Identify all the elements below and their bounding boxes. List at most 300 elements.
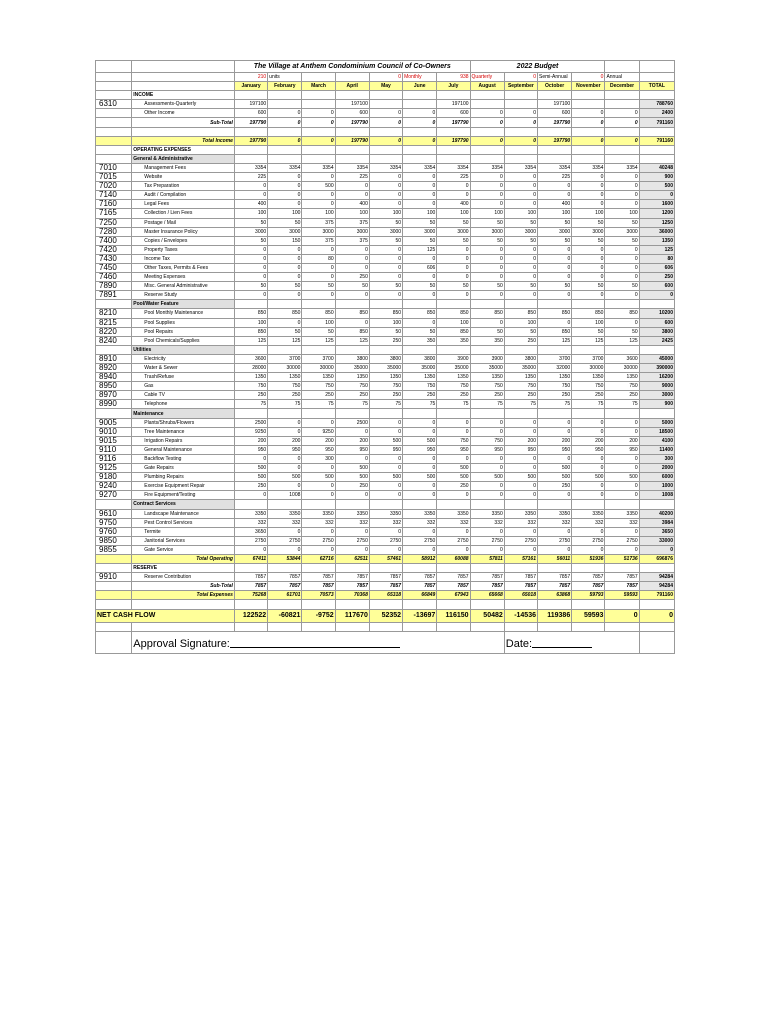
month-header-november: November (572, 82, 605, 91)
line-item-label: Legal Fees (132, 200, 235, 209)
summary-value: 56011 (537, 554, 571, 563)
summary-total: 94284 (639, 582, 674, 591)
empty-cell (403, 409, 437, 418)
month-value: 50 (572, 282, 605, 291)
section-header (96, 409, 675, 418)
line-item-label: Assessments-Quarterly (132, 100, 235, 109)
summary-value: 0 (369, 136, 402, 145)
month-value: 200 (605, 436, 639, 445)
month-value: 250 (537, 482, 571, 491)
section-header (96, 154, 675, 163)
row-total: 6000 (639, 473, 674, 482)
month-value: 0 (605, 200, 639, 209)
approval-signature-field[interactable] (132, 631, 505, 653)
line-item-row (96, 263, 675, 272)
month-value: 0 (403, 109, 437, 118)
empty-cell (369, 91, 402, 100)
month-value: 0 (504, 273, 537, 282)
line-item-label: Tax Preparation (132, 182, 235, 191)
month-value: 197100 (437, 100, 470, 109)
empty-cell (369, 500, 402, 509)
empty-cell (605, 500, 639, 509)
line-item-row (96, 482, 675, 491)
row-total: 500 (639, 182, 674, 191)
month-header-april: April (335, 82, 369, 91)
month-value: 0 (504, 464, 537, 473)
month-value: 250 (335, 482, 369, 491)
account-code: 9110 (96, 445, 132, 454)
empty-cell (335, 409, 369, 418)
month-value: 9250 (302, 427, 335, 436)
summary-value: 70368 (335, 591, 369, 600)
empty-cell (470, 345, 504, 354)
account-code: 9910 (96, 573, 132, 582)
month-value: 850 (335, 327, 369, 336)
account-code: 7420 (96, 245, 132, 254)
month-value (605, 100, 639, 109)
month-value: 3000 (437, 227, 470, 236)
month-value: 7857 (572, 573, 605, 582)
month-value: 0 (234, 263, 267, 272)
account-code: 7010 (96, 163, 132, 172)
month-value: 0 (268, 245, 302, 254)
row-total: 36000 (639, 227, 674, 236)
empty-cell (403, 91, 437, 100)
month-value: 0 (605, 173, 639, 182)
month-value: 0 (605, 427, 639, 436)
account-code: 8990 (96, 400, 132, 409)
summary-value: 0 (268, 136, 302, 145)
month-value: 2750 (302, 536, 335, 545)
line-item-row (96, 527, 675, 536)
month-value: 75 (504, 400, 537, 409)
month-value: 0 (572, 464, 605, 473)
month-header-may: May (369, 82, 402, 91)
month-value: 0 (572, 454, 605, 463)
line-item-label: Other Taxes, Permits & Fees (132, 263, 235, 272)
month-value: 0 (572, 273, 605, 282)
month-value: 250 (369, 336, 402, 345)
month-value: 125 (268, 336, 302, 345)
summary-value: 7857 (537, 582, 571, 591)
month-value: 0 (504, 173, 537, 182)
account-code: 8910 (96, 354, 132, 363)
date-field[interactable] (504, 631, 639, 653)
section-header (96, 345, 675, 354)
net-value: -14536 (504, 609, 537, 622)
month-value: 50 (369, 236, 402, 245)
month-value: 125 (572, 336, 605, 345)
month-value: 35000 (335, 364, 369, 373)
account-code: 7165 (96, 209, 132, 218)
month-value: 200 (234, 436, 267, 445)
month-value: 1350 (403, 373, 437, 382)
month-value: 0 (605, 491, 639, 500)
month-value: 0 (369, 491, 402, 500)
month-value: 600 (335, 109, 369, 118)
month-value: 500 (572, 473, 605, 482)
empty-cell (639, 500, 674, 509)
empty-cell (132, 622, 235, 631)
section-label: OPERATING EXPENSES (132, 145, 235, 154)
month-value: 0 (470, 273, 504, 282)
month-value: 30000 (268, 364, 302, 373)
summary-total: 791160 (639, 118, 674, 127)
empty-cell (639, 91, 674, 100)
net-cash-flow-row (96, 609, 675, 622)
month-value: 950 (403, 445, 437, 454)
month-value: 950 (605, 445, 639, 454)
month-value: 0 (504, 545, 537, 554)
month-value: 7857 (470, 573, 504, 582)
month-value: 200 (537, 436, 571, 445)
line-item-row (96, 209, 675, 218)
month-header-september: September (504, 82, 537, 91)
month-value: 0 (605, 482, 639, 491)
row-total: 3000 (639, 391, 674, 400)
month-value: 0 (605, 109, 639, 118)
empty-cell (268, 622, 302, 631)
month-value: 0 (268, 318, 302, 327)
month-value: 30000 (572, 364, 605, 373)
month-value: 0 (572, 263, 605, 272)
month-value: 7857 (302, 573, 335, 582)
month-value (403, 100, 437, 109)
empty-cell (437, 91, 470, 100)
empty-cell (403, 345, 437, 354)
month-value: 0 (369, 200, 402, 209)
approval-signature-label: Approval Signature: (133, 637, 230, 650)
month-value: 332 (605, 518, 639, 527)
empty-cell (504, 300, 537, 309)
net-value: 116150 (437, 609, 470, 622)
month-value: 2750 (504, 536, 537, 545)
month-value: 500 (537, 464, 571, 473)
line-item-label: Irrigation Repairs (132, 436, 235, 445)
month-value: 0 (470, 263, 504, 272)
net-value: -60821 (268, 609, 302, 622)
account-code: 9015 (96, 436, 132, 445)
month-value: 50 (504, 236, 537, 245)
month-value: 0 (403, 464, 437, 473)
month-value: 850 (470, 309, 504, 318)
month-value: 0 (537, 245, 571, 254)
month-value: 50 (234, 282, 267, 291)
line-item-label: Gate Service (132, 545, 235, 554)
summary-value: 0 (605, 118, 639, 127)
month-value: 75 (605, 400, 639, 409)
month-value: 0 (504, 527, 537, 536)
month-value: 3354 (504, 163, 537, 172)
account-code: 7140 (96, 191, 132, 200)
summary-value: 62511 (335, 554, 369, 563)
units-count: 210 (234, 73, 267, 82)
empty-cell (234, 564, 267, 573)
month-value: 0 (470, 318, 504, 327)
account-code: 8950 (96, 382, 132, 391)
blank-row (96, 127, 675, 136)
month-value: 0 (403, 482, 437, 491)
month-value: 3800 (369, 354, 402, 363)
summary-value: 63868 (537, 591, 571, 600)
month-value: 7857 (504, 573, 537, 582)
month-value: 1350 (605, 373, 639, 382)
account-code: 9270 (96, 491, 132, 500)
month-value: 0 (335, 182, 369, 191)
month-value: 50 (504, 327, 537, 336)
empty-cell (403, 500, 437, 509)
month-value: 50 (234, 218, 267, 227)
month-value: 1008 (268, 491, 302, 500)
month-value: 100 (369, 209, 402, 218)
month-value: 1350 (504, 373, 537, 382)
line-item-label: Termite (132, 527, 235, 536)
empty-cell (605, 91, 639, 100)
month-value: 50 (572, 218, 605, 227)
month-value (268, 100, 302, 109)
month-value: 0 (369, 427, 402, 436)
month-value: 0 (437, 245, 470, 254)
account-code: 9240 (96, 482, 132, 491)
month-value: 0 (605, 464, 639, 473)
line-item-label: Gas (132, 382, 235, 391)
summary-value: 75268 (234, 591, 267, 600)
month-value: 80 (302, 254, 335, 263)
empty-cell (639, 300, 674, 309)
empty-cell (268, 145, 302, 154)
month-value: 3350 (437, 509, 470, 518)
summary-value: 0 (302, 136, 335, 145)
month-value: 600 (537, 109, 571, 118)
summary-value: 65668 (470, 591, 504, 600)
row-total: 1200 (639, 209, 674, 218)
line-item-row (96, 391, 675, 400)
month-value: 0 (572, 491, 605, 500)
month-value: 35000 (369, 364, 402, 373)
budget-body (96, 61, 675, 654)
month-value: 1350 (369, 373, 402, 382)
month-value: 3354 (537, 163, 571, 172)
month-value: 50 (572, 327, 605, 336)
empty-cell (234, 127, 267, 136)
line-item-label: Pool Chemicals/Supplies (132, 336, 235, 345)
row-total: 10200 (639, 309, 674, 318)
month-value: 0 (504, 291, 537, 300)
month-value: 100 (572, 209, 605, 218)
month-value: 500 (369, 473, 402, 482)
empty-cell (369, 145, 402, 154)
line-item-label: Meeting Expenses (132, 273, 235, 282)
month-value: 0 (504, 482, 537, 491)
semi-label: Semi-Annual (537, 73, 571, 82)
empty-cell (537, 300, 571, 309)
month-value: 0 (470, 454, 504, 463)
month-value: 100 (504, 209, 537, 218)
month-value: 0 (605, 418, 639, 427)
month-value: 250 (234, 391, 267, 400)
row-total: 80 (639, 254, 674, 263)
month-value: 0 (268, 482, 302, 491)
line-item-label: Misc. General Administrative (132, 282, 235, 291)
month-value: 0 (302, 245, 335, 254)
account-code: 9116 (96, 454, 132, 463)
account-code: 7400 (96, 236, 132, 245)
empty-cell (572, 145, 605, 154)
month-value: 500 (335, 464, 369, 473)
month-value: 332 (437, 518, 470, 527)
month-value: 197100 (234, 100, 267, 109)
month-value: 1350 (470, 373, 504, 382)
section-header (96, 145, 675, 154)
month-value: 75 (302, 400, 335, 409)
month-value: 0 (437, 191, 470, 200)
month-value: 0 (537, 491, 571, 500)
empty-cell (96, 500, 132, 509)
month-value: 3354 (470, 163, 504, 172)
month-value: 3900 (437, 354, 470, 363)
row-total: 4100 (639, 436, 674, 445)
empty-cell (369, 409, 402, 418)
row-total: 3984 (639, 518, 674, 527)
summary-value: 53844 (268, 554, 302, 563)
summary-value: 7857 (437, 582, 470, 591)
empty-cell (369, 622, 402, 631)
month-value: 50 (403, 282, 437, 291)
empty-cell (605, 622, 639, 631)
month-value: 0 (537, 263, 571, 272)
month-value: 250 (302, 391, 335, 400)
summary-value: 197790 (437, 118, 470, 127)
month-value: 2750 (234, 536, 267, 545)
month-value: 850 (537, 327, 571, 336)
month-value: 0 (605, 273, 639, 282)
account-code: 9760 (96, 527, 132, 536)
empty-cell (403, 564, 437, 573)
empty-cell (605, 564, 639, 573)
row-total: 1250 (639, 218, 674, 227)
month-value: 3000 (335, 227, 369, 236)
account-code: 7280 (96, 227, 132, 236)
month-value: 750 (605, 382, 639, 391)
month-value: 3354 (605, 163, 639, 172)
month-value: 0 (268, 273, 302, 282)
month-value: 100 (504, 318, 537, 327)
empty-cell (504, 622, 537, 631)
month-value: 950 (302, 445, 335, 454)
month-value: 200 (302, 436, 335, 445)
empty-cell (369, 154, 402, 163)
line-item-row (96, 282, 675, 291)
section-label: Utilities (132, 345, 235, 354)
line-item-label: Plants/Shrubs/Flowers (132, 418, 235, 427)
empty-cell (335, 345, 369, 354)
empty-cell (234, 622, 267, 631)
month-value: 332 (268, 518, 302, 527)
frequency-row (96, 73, 675, 82)
month-value: 850 (369, 309, 402, 318)
summary-value: 51936 (572, 554, 605, 563)
month-value: 500 (437, 464, 470, 473)
month-value: 125 (302, 336, 335, 345)
month-value: 0 (369, 545, 402, 554)
month-value: 75 (470, 400, 504, 409)
empty-cell (96, 118, 132, 127)
month-value: 0 (302, 491, 335, 500)
line-item-label: Landscape Maintenance (132, 509, 235, 518)
month-value: 75 (403, 400, 437, 409)
total-header: TOTAL (639, 82, 674, 91)
row-total: 600 (639, 282, 674, 291)
month-header-row (96, 82, 675, 91)
line-item-label: General Maintenance (132, 445, 235, 454)
month-value: 0 (268, 254, 302, 263)
month-value: 0 (369, 464, 402, 473)
empty-cell (639, 600, 674, 609)
month-value: 3350 (268, 509, 302, 518)
month-value: 225 (335, 173, 369, 182)
row-total: 0 (639, 191, 674, 200)
month-value: 225 (437, 173, 470, 182)
month-header-february: February (268, 82, 302, 91)
month-value: 250 (605, 391, 639, 400)
month-value: 125 (403, 245, 437, 254)
month-value: 50 (605, 218, 639, 227)
account-code: 7020 (96, 182, 132, 191)
section-label: INCOME (132, 91, 235, 100)
month-value: 850 (537, 309, 571, 318)
empty-cell (537, 345, 571, 354)
empty-cell (470, 622, 504, 631)
empty-cell (639, 154, 674, 163)
account-code: 7460 (96, 273, 132, 282)
month-value: 0 (537, 454, 571, 463)
month-value: 75 (335, 400, 369, 409)
month-value: 200 (268, 436, 302, 445)
empty-cell (639, 622, 674, 631)
line-item-label: Pool Monthly Maintenance (132, 309, 235, 318)
month-value: 100 (234, 318, 267, 327)
net-value: 122522 (234, 609, 267, 622)
month-value: 0 (234, 182, 267, 191)
month-value: 0 (369, 245, 402, 254)
month-value: 0 (470, 200, 504, 209)
month-value: 250 (504, 391, 537, 400)
month-value: 0 (437, 545, 470, 554)
empty-cell (572, 300, 605, 309)
summary-value: 0 (572, 136, 605, 145)
section-header (96, 300, 675, 309)
month-value: 332 (572, 518, 605, 527)
empty-cell (132, 600, 235, 609)
line-item-row (96, 491, 675, 500)
month-value: 100 (369, 318, 402, 327)
month-value (369, 100, 402, 109)
month-value: 0 (369, 273, 402, 282)
empty-cell (572, 564, 605, 573)
month-value: 0 (504, 200, 537, 209)
month-value: 0 (234, 254, 267, 263)
row-total: 1000 (639, 482, 674, 491)
month-value: 75 (572, 400, 605, 409)
month-value: 0 (268, 263, 302, 272)
empty-cell (403, 145, 437, 154)
summary-value: 0 (403, 118, 437, 127)
month-value: 0 (537, 527, 571, 536)
month-value: 1350 (437, 373, 470, 382)
month-value: 3350 (605, 509, 639, 518)
account-code: 9180 (96, 473, 132, 482)
month-value: 0 (234, 245, 267, 254)
